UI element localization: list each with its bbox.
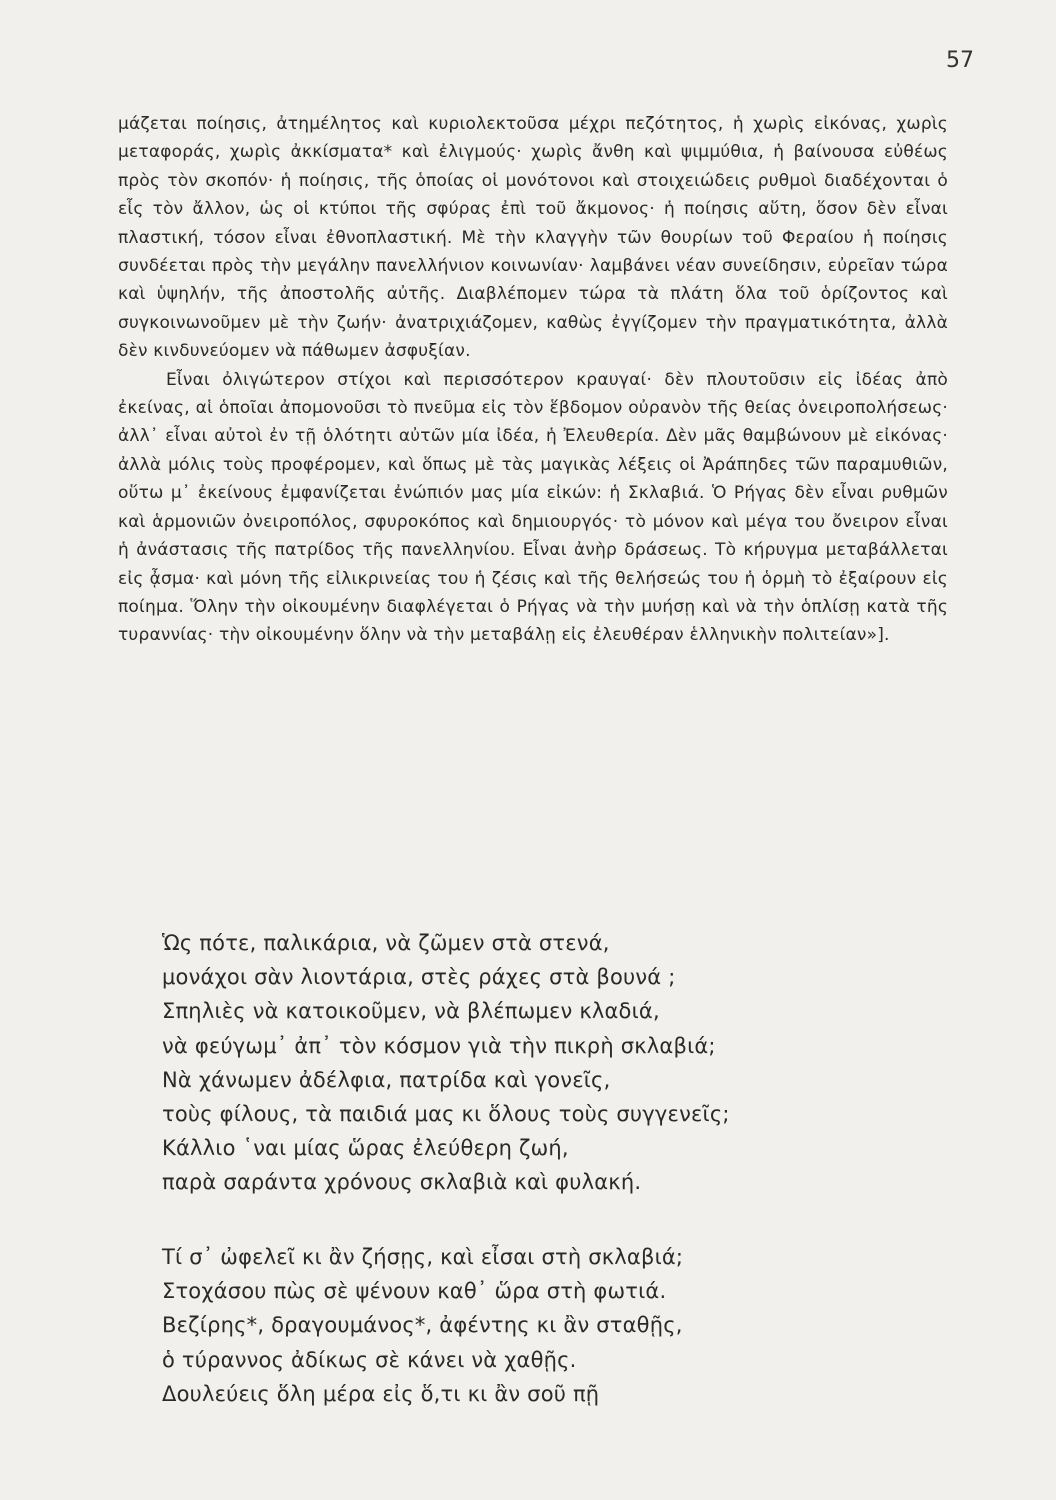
poem-verse: Βεζίρης*, δραγουμάνος*, ἀφέντης κι ἂν σταθῇς, [162,1313,683,1338]
poem-verse: Κάλλιο ῾ναι μίας ὥρας ἐλεύθερη ζωή, [162,1136,569,1161]
poem-verse: Δουλεύεις ὅλη μέρα εἰς ὅ,τι κι ἂν σοῦ πῇ [162,1381,600,1406]
poem-verse: μονάχοι σὰν λιοντάρια, στὲς ράχες στὰ βουνά ; [162,965,676,990]
poem-verse: παρὰ σαράντα χρόνους σκλαβιὰ καὶ φυλακή. [162,1170,642,1195]
poem-verse: Στοχάσου πὼς σὲ ψένουν καθ᾿ ὥρα στὴ φωτιά. [162,1279,667,1304]
poem-verse: τοὺς φίλους, τὰ παιδιά μας κι ὅλους τοὺς συγγενεῖς; [162,1102,730,1127]
poem-verse: Ὡς πότε, παλικάρια, νὰ ζῶμεν στὰ στενά, [162,931,610,955]
poem-verse: Τί σ᾿ ὠφελεῖ κι ἂν ζήσῃς, καὶ εἶσαι στὴ σκλαβιά; [162,1245,684,1269]
page-number: 57 [946,48,974,73]
poem-verse: ὁ τύραννος ἀδίκως σὲ κάνει νὰ χαθῇς. [162,1347,577,1372]
poem-verse: Νὰ χάνωμεν ἀδέλφια, πατρίδα καὶ γονεῖς, [162,1067,611,1092]
poem-verse: νὰ φεύγωμ᾿ ἀπ᾿ τὸν κόσμον γιὰ τὴν πικρὴ σκλαβιά; [162,1033,716,1058]
poem-verse: Σπηλιὲς νὰ κατοικοῦμεν, νὰ βλέπωμεν κλαδιά, [162,999,660,1024]
poem-stanza-2 [162,1240,922,1411]
prose-text [118,110,948,650]
poem-stanza-1 [162,926,922,1200]
prose-paragraph-2: Εἶναι ὀλιγώτερον στίχοι καὶ περισσότερον κραυγαί· δὲν πλουτοῦσιν εἰς ἰδέας ἀπὸ ἐκείνας, αἱ ὁποῖαι ἀπομονοῦσι τὸ πνεῦμα εἰς τὸν ἕβδομον οὐρανὸν τῆς θείας ὀνειροπολήσεως· ἀλλ᾿ εἶναι αὐτοὶ ἐν τῇ ὁλότητι αὐτῶν μία ἰδέα, ἡ Ἐλευθερία. Δὲν μᾶς θαμβώνουν μὲ εἰκόνας· ἀλλὰ μόλις τοὺς προφέρομεν, καὶ ὅπως μὲ τὰς μαγικὰς λέξεις οἱ Ἀράπηδες τῶν παραμυθιῶν, οὕτω μ᾿ ἐκείνους ἐμφανίζεται ἐνώπιόν μας μία εἰκών: ἡ Σκλαβιά. Ὁ Ρήγας δὲν εἶναι ρυθμῶν καὶ ἁρμονιῶν ὀνειροπόλος, σφυροκόπος καὶ δημιουργός· τὸ μόνον καὶ μέγα του ὄνειρον εἶναι ἡ ἀνάστασις τῆς πατρίδος τῆς πανελληνίου. Εἶναι ἀνὴρ δράσεως. Τὸ κήρυγμα μεταβάλλεται εἰς ᾆσμα· καὶ μόνη τῆς εἰλικρινείας του ἡ ζέσις καὶ τῆς θελήσεώς του ἡ ὁρμὴ τὸ ἐξαίρουν εἰς ποίημα. Ὅλην τὴν οἰκουμένην διαφλέγεται ὁ Ρήγας νὰ τὴν μυήσῃ καὶ νὰ τὴν ὁπλίσῃ κατὰ τῆς τυραννίας· τὴν οἰκουμένην ὅλην νὰ τὴν μεταβάλῃ εἰς ἐλευθέραν ἑλληνικὴν πολιτείαν»]. [118,369,948,646]
prose-paragraph-1: μάζεται ποίησις, ἀτημέλητος καὶ κυριολεκτοῦσα μέχρι πεζότητος, ἡ χωρὶς εἰκόνας, χωρὶς μεταφοράς, χωρὶς ἀκκίσματα* καὶ ἐλιγμούς· χωρὶς ἄνθη καὶ ψιμμύθια, ἡ βαίνουσα εὐθέως πρὸς τὸν σκοπόν· ἡ ποίησις, τῆς ὁποίας οἱ μονότονοι καὶ στοιχειώδεις ρυθμοὶ διαδέχονται ὁ εἷς τὸν ἄλλον, ὡς οἱ κτύποι τῆς σφύρας ἐπὶ τοῦ ἄκμονος· ἡ ποίησις αὕτη, ὅσον δὲν εἶναι πλαστική, τόσον εἶναι ἐθνοπλαστική. Μὲ τὴν κλαγγὴν τῶν θουρίων τοῦ Φεραίου ἡ ποίησις συνδέεται πρὸς τὴν μεγάλην πανελλήνιον κοινωνίαν· λαμβάνει νέαν συνείδησιν, εὐρεῖαν τώρα καὶ ὑψηλήν, τῆς ἀποστολῆς αὐτῆς. Διαβλέπομεν τώρα τὰ πλάτη ὅλα τοῦ ὁρίζοντος καὶ συγκοινωνοῦμεν μὲ τὴν ζωήν· ἀνατριχιάζομεν, καθὼς ἐγγίζομεν τὴν πραγματικότητα, ἀλλὰ δὲν κινδυνεύομεν νὰ πάθωμεν ἀσφυξίαν. [118,114,948,362]
